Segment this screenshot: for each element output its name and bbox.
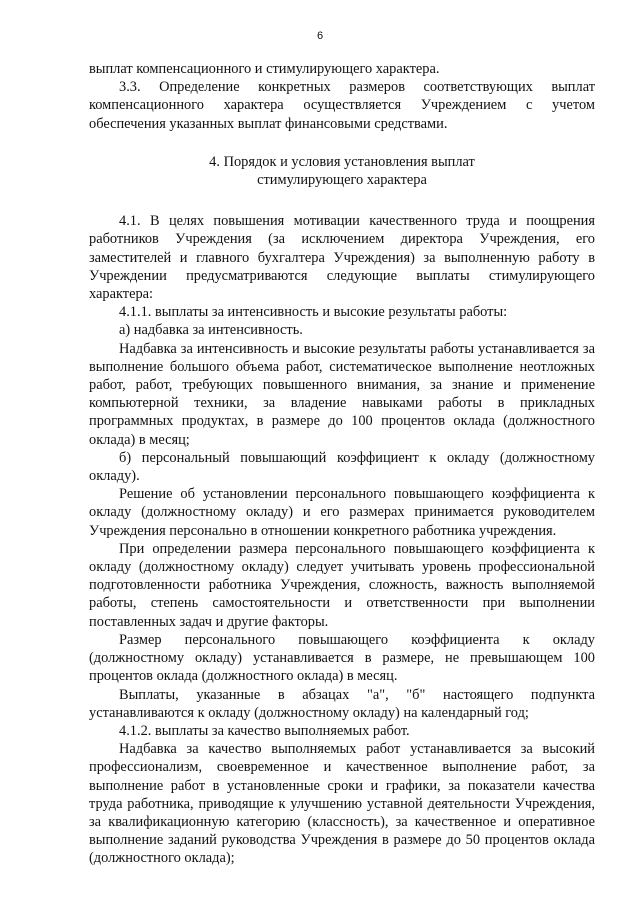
paragraph-item-b: б) персональный повышающий коэффициент к окладу (должностному окладу). [89,449,595,485]
paragraph-coefficient-criteria: При определении размера персонального повышающего коэффициента к окладу (должностному окладу) следует учитывать уровень профессиональной подготовленности работника Учреждения, сложность, важность выполняемой работы, степень самостоятельности и ответственности при выполнении поставленных задач и другие факторы. [89,540,595,630]
section-heading [89,153,595,189]
paragraph-continuation: выплат компенсационного и стимулирующего характера. [89,61,440,77]
paragraph-4-1-1: 4.1.1. выплаты за интенсивность и высокие результаты работы: [119,304,508,321]
paragraph-payments-period: Выплаты, указанные в абзацах "а", "б" настоящего подпункта устанавливаются к окладу (должностному окладу) на календарный год; [89,686,595,721]
paragraph-4-1: 4.1. В целях повышения мотивации качественного труда и поощрения работников Учреждения (за исключением директора Учреждения, его заместителей и главного бухгалтера Учреждения) за выполненную работу в Учреждении предусматриваются следующие выплаты стимулирующего характера: [89,213,595,303]
paragraph-3-3: 3.3. Определение конкретных размеров соответствующих выплат компенсационного характера осуществляется Учреждением с учетом обеспечения указанных выплат финансовыми средствами. [89,79,595,132]
paragraph-intensity-bonus: Надбавка за интенсивность и высокие результаты работы устанавливается за выполнение большого объема работ, систематическое выполнение неотложных работ, работ, требующих повышенного внимания, за знание и применение компьютерной техники, за владение навыками работы в прикладных программных продуктах, в размере до 100 процентов оклада (должностного оклада) в месяц; [89,340,595,448]
paragraph-item-a: а) надбавка за интенсивность. [119,322,303,339]
paragraph-coefficient-size: Размер персонального повышающего коэффициента к окладу (должностному окладу) устанавливается в размере, не превышающем 100 процентов оклада (должностного оклада) в месяц. [89,631,595,685]
paragraph-4-1-2: 4.1.2. выплаты за качество выполняемых работ. [119,722,410,739]
paragraph-coefficient-decision: Решение об установлении персонального повышающего коэффициента к окладу (должностному окладу) и его размерах принимается руководителем Учреждения персонально в отношении конкретного работника учреждения. [89,486,595,539]
section-heading-line-1: 4. Порядок и условия установления выплат [209,153,475,170]
page-number: 6 [316,30,324,42]
section-heading-line-2: стимулирующего характера [257,172,427,189]
paragraph-quality-bonus: Надбавка за качество выполняемых работ устанавливается за высокий профессионализм, своевременное и качественное выполнение работ, за выполнение работ в установленные сроки и графики, за показатели качества труда работника, приводящие к улучшению уставной деятельности Учреждения, за квалификационную категорию (классность), за качественное и оперативное выполнение заданий руководства Учреждения в размере до 50 процентов оклада (должностного оклада); [89,741,595,867]
document-body [89,60,595,868]
